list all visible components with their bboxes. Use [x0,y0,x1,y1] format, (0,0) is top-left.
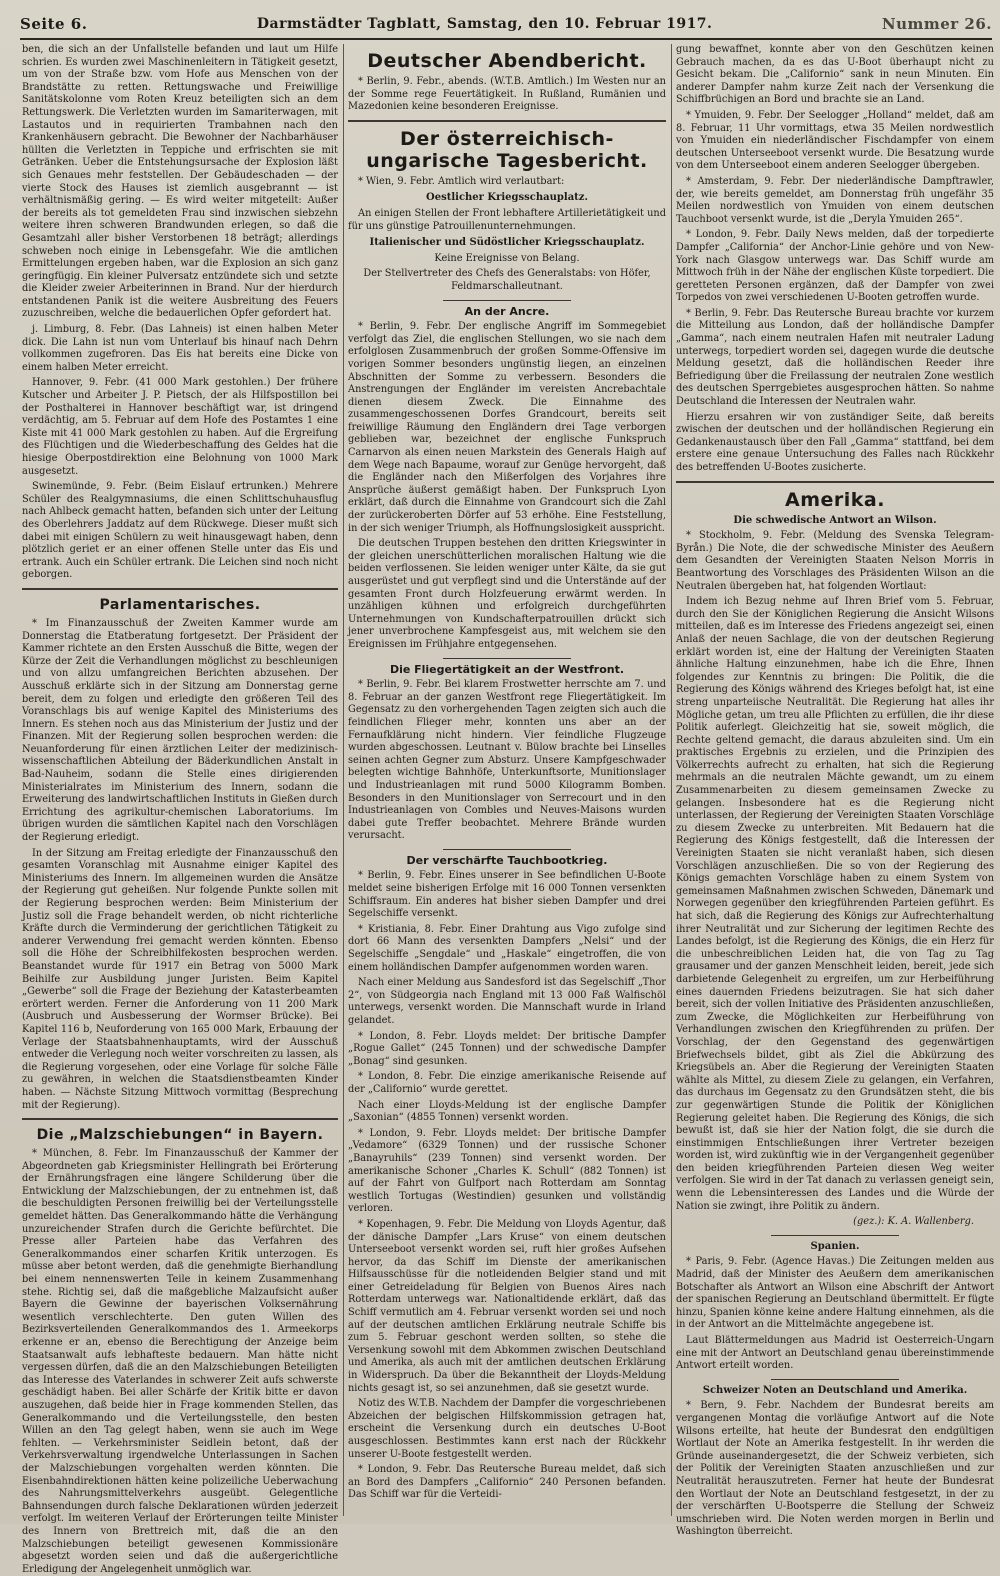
article-paragraph: Die deutschen Truppen bestehen den dritten Kriegswinter in der gleichen unerschütterlichen moralischen Haltung wie die beiden verflossenen. Sie leiden weniger unter Kälte, da sie gut ausgerüstet und gut verpflegt sind und die Unterstände auf der gesamten Front durch Holzfeuerung erwärmt werden. In unzähligen kühnen und erfolgreich durchgeführten Unternehmungen von Kundschafterpatrouillen drückt sich jener unverbrochene Kampfesgeist aus, mit welchem sie den Ereignissen im Frühjahre entgegensehen. [348,538,666,650]
heading-parlamentarisches: Parlamentarisches. [99,596,261,613]
article-paragraph: * London, 8. Febr. Lloyds meldet: Der britische Dampfer „Rogue Gallet“ (245 Tonnen) und der schwedische Dampfer „Bonag“ sind gesunken. [348,1030,666,1067]
article-paragraph: Swinemünde, 9. Febr. (Beim Eislauf ertrunken.) Mehrere Schüler des Realgymnasiums, die einen Schlittschuhausflug nach Ahlbeck gemacht hatten, befanden sich unter der Leitung des Oberlehrers Jaddatz auf dem Rückwege. Dieser mußt sich dabei mit einigen Schülern zu weit hinausgewagt haben, denn plötzlich geriet er an einer offenen Stelle unter das Eis und ertrank. Auch ein Schüler ertrank. Die Leichen sind noch nicht geborgen. [22,481,338,581]
article-paragraph: In der Sitzung am Freitag erledigte der Finanzausschuß den gesamten Voranschlag mit Ausnahme einiger Kapitel des Ministeriums des Innern. Im allgemeinen wurden die Ansätze der Regierung gut geheißen. Nur folgende Punkte sollen mit der Regierung besprochen werden: Beim Ministerium der Justiz soll die Frage behandelt werden, ob nicht richterliche Kräfte durch die Verminderung der gerichtlichen Tätigkeit zu anderer Verwendung frei gemacht werden könnten. Ebenso soll die Höhe der Schreibhilfekosten besprochen werden. Beanstandet wurde für 1917 ein Betrag von 5000 Mark Beihilfe zur Ausbildung junger Juristen. Beim Kapitel „Gewerbe“ soll die Frage der Beziehung der Katasterbeamten erörtert werden. Ferner die Anforderung von 11 200 Mark (Ausbruch und Ausbesserung der Wormser Brücke). Bei Kapitel 116 b, Neuforderung von 165 000 Mark, Erbauung der Verlage der Staatsbahnenhauptamts, wird der Ausschuß entweder die Verlegung noch weiter vorschreiten zu lassen, als die Regierung vorgesehen, oder eine Vorlage für solche Fälle zu gewähren, in welchen die Staatsdienstbeamten Kinder haben. — Nächste Sitzung Mittwoch vormittag (Besprechung mit der Regierung). [22,847,338,1111]
signature-line: Der Stellvertreter des Chefs des Generalstabs: von Höfer, Feldmarschalleutnant. [363,268,651,292]
article-paragraph: * London, 9. Febr. Daily News melden, daß der torpedierte Dampfer „California“ der Anchor-Linie gehöre und von New-York nach Glasgow unterwegs war. Das Schiff wurde am Mittwoch früh in der Nähe der englischen Küste torpediert. Die geretteten Personen ergänzen, daß der Dampfer von zwei Torpedos von zwei verschiedenen U-Booten getroffen wurde. [676,229,994,304]
article-paragraph: * London, 9. Febr. Lloyds meldet: Der britische Dampfer „Vedamore“ (6329 Tonnen) und der russische Schoner „Banayruhils“ (239 Tonnen) sind versenkt worden. Der amerikanische Schoner „Charles K. Schull“ (882 Tonnen) ist auf der Fahrt von Gulfport nach Rotterdam am Sonntag westlich Tortugas (Westindien) gesunken und vollständig verloren. [348,1127,666,1215]
heading-tauchbootkrieg: Der verschärfte Tauchbootkrieg. [406,853,608,867]
article-paragraph: ben, die sich an der Unfallstelle befanden und laut um Hilfe schrien. Es wurden zwei Maschinenleitern in Tätigkeit gesetzt, um von der Straße bzw. vom Hofe aus Menschen von der Brandstätte zu retten. Rettungswache und Freiwillige Sanitätskolonne vom Roten Kreuz beteiligten sich an dem Rettungswerk. Die Verletzten wurden im Samariterwagen, mit Lastautos und in requirierten Trambahnen nach den Krankenhäusern gebracht. Die Bewohner der Nachbarhäuser hüllten die Verletzten in Teppiche und erfrischten sie mit Getränken. Ueber die Entstehungsursache der Explosion läßt sich Genaues mehr feststellen. Der Gebäudeschaden — der vierte Stock des Hauses ist ziemlich ausgebrannt — ist verhältnismäßig gering. — Es wird weiter mitgeteilt: Außer der bereits als tot gemeldeten Frau sind inzwischen siebzehn weitere ihren schweren Brandwunden erlegen, so daß die Gesamtzahl aller bisher Verstorbenen 18 beträgt; allerdings schweben noch einige in Lebensgefahr. Wie die amtlichen Ermittelungen ergeben haben, war die Explosion an sich ganz geringfügig. Ein kleiner Pulversatz entzündete sich und setzte die Kleider zweier Arbeiterinnen in Brand. Nur der hierdurch entstandenen Panik ist die weitere Ausbreitung des Feuers zuzuschreiben, welche die bedauerlichen Opfer gefordert hat. [22,44,338,320]
article-paragraph: * Berlin, 9. Febr. Bei klarem Frostwetter herrschte am 7. und 8. Februar an der ganzen Westfront rege Fliegertätigkeit. Im Gegensatz zu den vorhergehenden Tagen zeigten sich auch die feindlichen Flieger mehr, konnten uns aber an der Fernaufklärung nicht hindern. Vier feindliche Flugzeuge wurden abgeschossen. Leutnant v. Bülow brachte bei Linselles seinen achten Gegner zum Absturz. Unsere Kampfgeschwader belegten wichtige Bahnhöfe, Unterkunftsorte, Munitionslager und Industrieanlagen mit rund 5000 Kilogramm Bomben. Besonders in den Munitionslager von Serrecourt und in den Industrieanlagen von Combles und Neuves-Maisons wurden dabei gute Treffer beobachtet. Mehrere Brände wurden verursacht. [348,679,666,842]
column-2 [348,44,666,1516]
article-paragraph: Indem ich Bezug nehme auf Ihren Brief vom 5. Februar, durch den Sie der Königlichen Regierung die Ansicht Wilsons mitteilen, daß es im Interesse des Friedens angezeigt sei, einen Anlaß der neuen Sachlage, die von der deutschen Regierung erklärt worden ist, eine der Haltung der Vereinigten Staaten ähnliche Haltung einzunehmen, habe ich die Ehre, Ihnen folgendes zur Kenntnis zu bringen: Die Politik, die die Regierung des Königs während des Krieges befolgt hat, ist eine streng unparteiische Neutralität. Die Regierung hat alles ihr Mögliche getan, um treu alle Pflichten zu erfüllen, die ihr diese Politik auferlegt. Gleichzeitig hat sie, soweit möglich, die Rechte geltend gemacht, die daraus abzuleiten sind. Um ein praktisches Ergebnis zu erzielen, und die Prinzipien des Völkerrechts aufrecht zu erhalten, hat sich die Regierung mehrmals an die neutralen Mächte gewandt, um zu einem Zusammenarbeiten zu diesem gemeinsamen Zwecke zu gelangen. Insbesondere hat es die Regierung nicht unterlassen, der Regierung der Vereinigten Staaten Vorschläge zu diesem Zwecke zu unterbreiten. Mit Bedauern hat die Regierung des Königs festgestellt, daß die Interessen der Vereinigten Staaten sie nicht veranlaßt haben, sich diesen Vorschlägen anzuschließen. Die so von der Regierung des Königs gemachten Vorschläge haben zu einem System von gemeinsamen Maßnahmen zwischen Schweden, Dänemark und Norwegen gegenüber den kriegführenden Parteien geführt. Es hat sich, daß die Regierung des Königs zur Aufrechterhaltung ihrer Neutralität und zur Sicherung der legitimen Rechte des Landes befolgt, ist die Regierung des Königs, die ein Herz für die unbeschreiblichen Leiden hat, die von Tag zu Tag grausamer und der ganzen Menschheit leiden, bereit, jede sich darbietende Gelegenheit zu ergreifen, um zur Herbeiführung eines dauernden Friedens beizutragen. Sie hat sich daher bereit, sich der vollen Initiative des Präsidenten anzuschließen, zum Zwecke, die Möglichkeiten zur Herbeiführung von Verhandlungen zwischen den Kriegführenden zu prüfen. Der Vorschlag, der den Gegenstand des gegenwärtigen Briefwechsels bildet, gibt als Ziel die Abkürzung des Kriegsübels an. Aber die Regierung der Vereinigten Staaten wählte als Mittel, zu diesem Ziele zu gelangen, ein Verfahren, das durchaus im Gegensatz zu den Grundsätzen steht, die bis zur gegenwärtigen Stunde die Politik der Königlichen Regierung geleitet haben. Die Regierung des Königs, die sich bewußt ist, daß sie hier der Nation folgt, die sie durch die einstimmigen Entschließungen ihrer Vertreter bezeigen worden ist, wird zukünftig wie in der Vergangenheit gegenüber den beiden kriegführenden Parteien diesen Weg weiter verfolgen. Sie wird in der Tat danach zu verlassen geneigt sein, wenn die Lebensinteressen des Landes und die Würde der Nation sie zwingt, ihre Politik zu ändern. [676,596,994,1212]
section-rule [348,120,666,122]
issue-number: Nummer 26. [881,15,992,33]
article-paragraph: * Berlin, 9. Febr. Das Reutersche Bureau brachte vor kurzem die Mitteilung aus London, daß der holländische Dampfer „Gamma“, nach einem neutralen Hafen mit neutraler Ladung unterwegs, torpediert worden sei, dagegen wurde die deutsche Meldung gesetzt, daß die holländischen Reeder ihre Befriedigung über die Freilassung der neutralen Zone westlich des deutschen Sperrgebietes ausgesprochen hätten. So nahme Deutschland die Interessen der Neutralen wahr. [676,307,994,408]
article-paragraph: * Berlin, 9. Febr. Der englische Angriff im Sommegebiet verfolgt das Ziel, die englischen Stellungen, wo sie nach dem erfolglosen Zusammenbruch der großen Somme-Offensive im vorigen Sommer besonders ungünstig liegen, an einzelnen Abschnitten der Somme zu verbessern. Besonders die Anstrengungen der Engländer im vereisten Ancrebachtale dienen diesem Zweck. Die Einnahme des zusammengeschossenen Dorfes Grandcourt, bereits seit freiwillige Räumung den Engländern drei Tage verborgen geblieben war, bezeichnet der englische Funkspruch Carnarvon als einen neuen Markstein des Generals Haigh auf dem Wege nach Bapaume, worauf zur Genüge hervorgeht, daß die Engländer nach den Mißerfolgen des Vorjahres ihre Ansprüche äußerst gemäßigt haben. Der Funkspruch Lyon erklärt, daß durch die Einnahme von Grandcourt sich die Zahl der zurückeroberten Dörfer auf 53 erhöhe. Eine Feststellung, in der sich weniger Triumph, als Hoffnungslosigkeit ausspricht. [348,321,666,534]
section-rule [771,1235,898,1236]
article-paragraph: Nach einer Meldung aus Sandesford ist das Segelschiff „Thor 2“, von Südgeorgia nach England mit 13 000 Faß Walfischöl unterwegs, versenkt worden. Die Mannschaft wurde in Irland gelandet. [348,977,666,1026]
page-label: Seite 6. [20,15,88,33]
section-rule [443,300,570,301]
column-1 [22,44,338,1575]
article-paragraph: Laut Blättermeldungen aus Madrid ist Oesterreich-Ungarn eine mit der Antwort an Deutschland genau übereinstimmende Antwort erteilt worden. [676,1335,994,1372]
article-paragraph: gung bewaffnet, konnte aber von den Geschützen keinen Gebrauch machen, da es das U-Boot überhaupt nicht zu Gesicht bekam. Die „Californio“ sank in neun Minuten. Ein anderer Dampfer nahm kurze Zeit nach der Versenkung die Schiffbrüchigen an Bord und brachte sie an Land. [676,44,994,106]
heading-abendbericht: Deutscher Abendbericht. [367,50,647,72]
masthead [20,10,992,40]
article-paragraph: * Stockholm, 9. Febr. (Meldung des Svenska Telegram-Byrån.) Die Note, die der schwedische Minister des Aeußern dem Gesandten der Vereinigten Staaten Nelson Morris in Beantwortung des Vorschlages des Präsidenten Wilson an die Neutralen übergeben hat, hat folgenden Wortlaut: [676,530,994,592]
section-rule [443,849,570,850]
section-rule [22,588,338,590]
article-paragraph: * Ymuiden, 9. Febr. Der Seelogger „Holland“ meldet, daß am 8. Februar, 11 Uhr vormittags, etwa 35 Meilen nordwestlich von Ymuiden ein niederländischer Fischdampfer von einem deutschen Unterseeboot versenkt wurde. Die Besatzung wurde von dem Unterseeboot einem anderen Seelogger übergeben. [676,109,994,172]
article-paragraph: * Paris, 9. Febr. (Agence Havas.) Die Zeitungen melden aus Madrid, daß der Minister des Aeußern dem amerikanischen Botschafter als Antwort an Wilson eine Abschrift der Antwort der spanischen Regierung an Deutschland übermittelt. Er fügte hinzu, Spanien könne keine andere Haltung einnehmen, als die in der Antwort an die Mittelmächte angegebene ist. [676,1256,994,1331]
heading-malzschiebungen: Die „Malzschiebungen“ in Bayern. [36,1127,324,1144]
article-paragraph: j. Limburg, 8. Febr. (Das Lahneis) ist einen halben Meter dick. Die Lahn ist nun vom Unterlauf bis hinauf nach Dehrn vollkommen zugefroren. Das Eis hat bereits eine Dicke von einem halben Meter erreicht. [22,324,338,373]
article-paragraph: Notiz des W.T.B. Nachdem der Dampfer die vorgeschriebenen Abzeichen der belgischen Hilfskommission getragen hat, erscheint die Versenkung durch ein deutsches U-Boot ausgeschlossen. Bestimmtes kann erst nach der Rückkehr unserer U-Boote festgestellt werden. [348,1398,666,1460]
heading-fliegertaetigkeit: Die Fliegertätigkeit an der Westfront. [389,662,625,676]
section-rule [676,481,994,483]
article-paragraph: * London, 8. Febr. Die einzige amerikanische Reisende auf der „Californio“ wurde gerettet. [348,1071,666,1095]
section-rule [443,658,570,659]
signature: (gez.): K. A. Wallenberg. [853,1216,974,1228]
article-paragraph: * Berlin, 9. Febr. Eines unserer in See befindlichen U-Boote meldet seine bisherigen Erfolge mit 16 000 Tonnen versenkten Schiffsraum. Ein anderes hat bisher sieben Dampfer und drei Segelschiffe versenkt. [348,870,666,920]
subheading-schweizer-noten: Schweizer Noten an Deutschland und Amerika. [702,1384,968,1396]
article-paragraph: Hannover, 9. Febr. (41 000 Mark gestohlen.) Der frühere Kutscher und Arbeiter J. P. Pietsch, der als Hilfspostillon bei der Posthalterei in Hannover beschäftigt war, ist dringend verdächtig, am 5. Februar auf dem Hofe des Postamtes 1 eine Kiste mit 41 000 Mark gestohlen zu haben. Auf die Ergreifung des Flüchtigen und die Wiederbeschaffung des Geldes hat die hiesige Oberpostdirektion eine Belohnung von 1000 Mark ausgesetzt. [22,377,338,477]
section-rule [771,1379,898,1380]
column-divider [343,44,344,1516]
article-paragraph: * Im Finanzausschuß der Zweiten Kammer wurde am Donnerstag die Etatberatung fortgesetzt. Der Präsident der Kammer richtete an den Ersten Ausschuß die Bitte, wegen der Kürze der Zeit die Verhandlungen möglichst zu beschleunigen und von allzu umfangreichen Berichten abzusehen. Der Ausschuß erklärte sich in der Sitzung am Donnerstag gerne bereit, dem zu folgen und erledigte den größeren Teil des Voranschlags bis auf wenige Kapitel des Ministeriums des Innern. Es stehen noch aus das Ministerium der Justiz und der Finanzen. Mit der Regierung sollen besprochen werden: die Neuanforderung für einen ärztlichen Leiter der medizinisch-wissenschaftlichen Abteilung der Bäderkundlichen Anstalt in Bad-Nauheim, sodann die Stelle eines dirigierenden Ministerialrates im Ministerium des Innern, sodann die Erweiterung des landwirtschaftlichen Instituts in Gießen durch Errichtung des agrikultur-chemischen Laboratoriums. Im übrigen wurden die sämtlichen Kapitel nach den Vorschlägen der Regierung erledigt. [22,617,338,844]
article-paragraph: * Kristiania, 8. Febr. Einer Drahtung aus Vigo zufolge sind dort 66 Mann des versenkten Dampfers „Nelsi“ und der Segelschiffe „Sengdale“ und „Haskale“ eingetroffen, die von einem holländischen Dampfer aufgenommen worden waren. [348,923,666,973]
article-paragraph: * Bern, 9. Febr. Nachdem der Bundesrat bereits am vergangenen Montag die vorläufige Antwort auf die Note Wilsons erteilte, hat heute der Bundesrat den endgültigen Wortlaut der Note an Amerika festgestellt. In ihr werden die Gründe auseinandergesetzt, die der Schweiz verbieten, sich der Politik der Vereinigten Staaten anzuschließen und zur Neutralität herauszutreten. Ferner hat heute der Bundesrat den Wortlaut der Note an Deutschland festgesetzt, in der zu der verschärften U-Bootsperre die Stellung der Schweiz umschrieben wird. Die Noten werden morgen in Berlin und Washington überreicht. [676,1400,994,1538]
article-paragraph: * Berlin, 9. Febr., abends. (W.T.B. Amtlich.) Im Westen nur an der Somme rege Feuertätigkeit. In Rußland, Rumänien und Mazedonien keine besonderen Ereignisse. [348,76,666,113]
article-paragraph: * München, 8. Febr. Im Finanzausschuß der Kammer der Abgeordneten gab Kriegsminister Hellingrath bei Erörterung der Ernährungsfragen eine längere Schilderung über die Entwicklung der Malzschiebungen, der zu entnehmen ist, daß die beschuldigten Personen freiwillig bei der Verteilungsstelle gemeldet hätten. Das Generalkommando hätte die Verhängung unzureichender Strafen durch die Gerichte befürchtet. Die Presse aller Parteien habe das Verfahren des Generalkommandos einer scharfen Kritik unterzogen. Es müsse aber betont werden, daß die genehmigte Bierhandlung bei einem nennenswerten Teile in keinem Zusammenhang stehe. Richtig sei, daß die maßgebliche Malzaufsicht außer Bayern die Gewinne der bayerischen Volksernährung wesentlich verschlechterte. Den guten Willen des Bezirksverteilenden Generalkommandos des 1. Armeekorps erkenne er an, ebenso die Berechtigung der Anzeige beim Staatsanwalt aufs lebhafteste bedauern. Man hätte nicht vergessen dürfen, daß die an den Malzschiebungen Beteiligten das Interesse des Vaterlandes in schwerer Zeit aufs schwerste geschädigt haben. Bei aller Schärfe der Kritik bitte er davon auszugehen, daß beide hier in Frage kommenden Stellen, das Generalkommando und die Verteilungsstelle, den besten Willen an den Tag gelegt haben, wenn sie auch im Wege fehlten. — Verkehrsminister Seidlein betont, daß der Verkehrsverwaltung irgendwelche Unterlassungen in Sachen der Malzschiebungen vorgehalten werden könnten. Die Eisenbahndirektionen hätten keine polizeiliche Ueberwachung des Nahrungsmittelverkehrs ausgeübt. Gelegentliche Bahnsendungen durch falsche Deklarationen würden jederzeit verfolgt. Im weiteren Verlauf der Erörterungen teilte Minister des Innern von Brettreich mit, daß die an den Malzschiebungen beteiligt gewesenen Kommissionäre abgesetzt worden seien und daß die außergerichtliche Erledigung der Angelegenheit unmöglich war. [22,1148,338,1575]
article-paragraph: Keine Ereignisse von Belang. [434,252,580,264]
article-paragraph: * Amsterdam, 9. Febr. Der niederländische Dampftrawler, der, wie bereits gemeldet, am Donnerstag früh ungefähr 35 Meilen nordwestlich von Ymuiden von einem deutschen Tauchboot versenkt wurde, ist die „Deryla Ymuiden 265“. [676,175,994,225]
article-paragraph: * Wien, 9. Febr. Amtlich wird verlautbart: [358,175,565,187]
subheading-schwedische-antwort: Die schwedische Antwort an Wilson. [733,514,937,526]
subheading-spanien: Spanien. [810,1240,860,1252]
heading-an-der-ancre: An der Ancre. [464,304,550,318]
heading-oesterreich-bericht: Der österreichisch-ungarische Tagesbericht. [366,127,648,172]
paper-date: Darmstädter Tagblatt, Samstag, den 10. Februar 1917. [256,16,713,32]
article-paragraph: * Kopenhagen, 9. Febr. Die Meldung von Lloyds Agentur, daß der dänische Dampfer „Lars Kruse“ von einem deutschen Unterseeboot versenkt worden sei, ruft hier großes Aufsehen hervor, da das Schiff im Dienste der amerikanischen Hilfsausschüsse für die notleidenden Belgier stand und mit einer Getreideladung für Belgien von Buenos Aires nach Rotterdam unterwegs war. Nationaltidende erklärt, daß das Schiff vermutlich am 4. Februar versenkt worden sei und noch auf der deutschen amtlichen Erklärung neutrale Schiffe bis zum 5. Februar geschont werden sollten, so stehe die Versenkung sowohl mit dem Abkommen zwischen Deutschland und Amerika, als auch mit der amtlichen deutschen Erklärung in Widerspruch. Da über die Bekanntheit der Lloyds-Meldung nichts gesagt ist, so sei anzunehmen, daß sie gesetzt wurde. [348,1218,666,1394]
article-paragraph: Nach einer Lloyds-Meldung ist der englische Dampfer „Saxonian“ (4855 Tonnen) versenkt worden. [348,1099,666,1124]
subheading-oestlicher-kriegsschauplatz: Oestlicher Kriegsschauplatz. [426,192,588,204]
column-3 [676,44,994,1538]
heading-amerika: Amerika. [785,488,885,511]
article-paragraph: An einigen Stellen der Front lebhaftere Artillerietätigkeit und für uns günstige Patrouillenunternehmungen. [348,207,666,232]
column-divider [671,44,672,1516]
subheading-italienischer-kriegsschauplatz: Italienischer und Südöstlicher Kriegsschauplatz. [369,237,645,249]
article-paragraph: * London, 9. Febr. Das Reutersche Bureau meldet, daß sich an Bord des Dampfers „Californio“ 240 Personen befanden. Das Schiff war für die Verteidi- [348,1464,666,1501]
section-rule [22,1118,338,1120]
article-paragraph: Hierzu ersahren wir von zuständiger Seite, daß bereits zwischen der deutschen und der holländischen Regierung ein Gedankenaustausch über den Fall „Gamma“ stattfand, bei dem erstere eine genaue Untersuchung des Falles nach Rückkehr des betreffenden U-Bootes zusicherte. [676,411,994,473]
